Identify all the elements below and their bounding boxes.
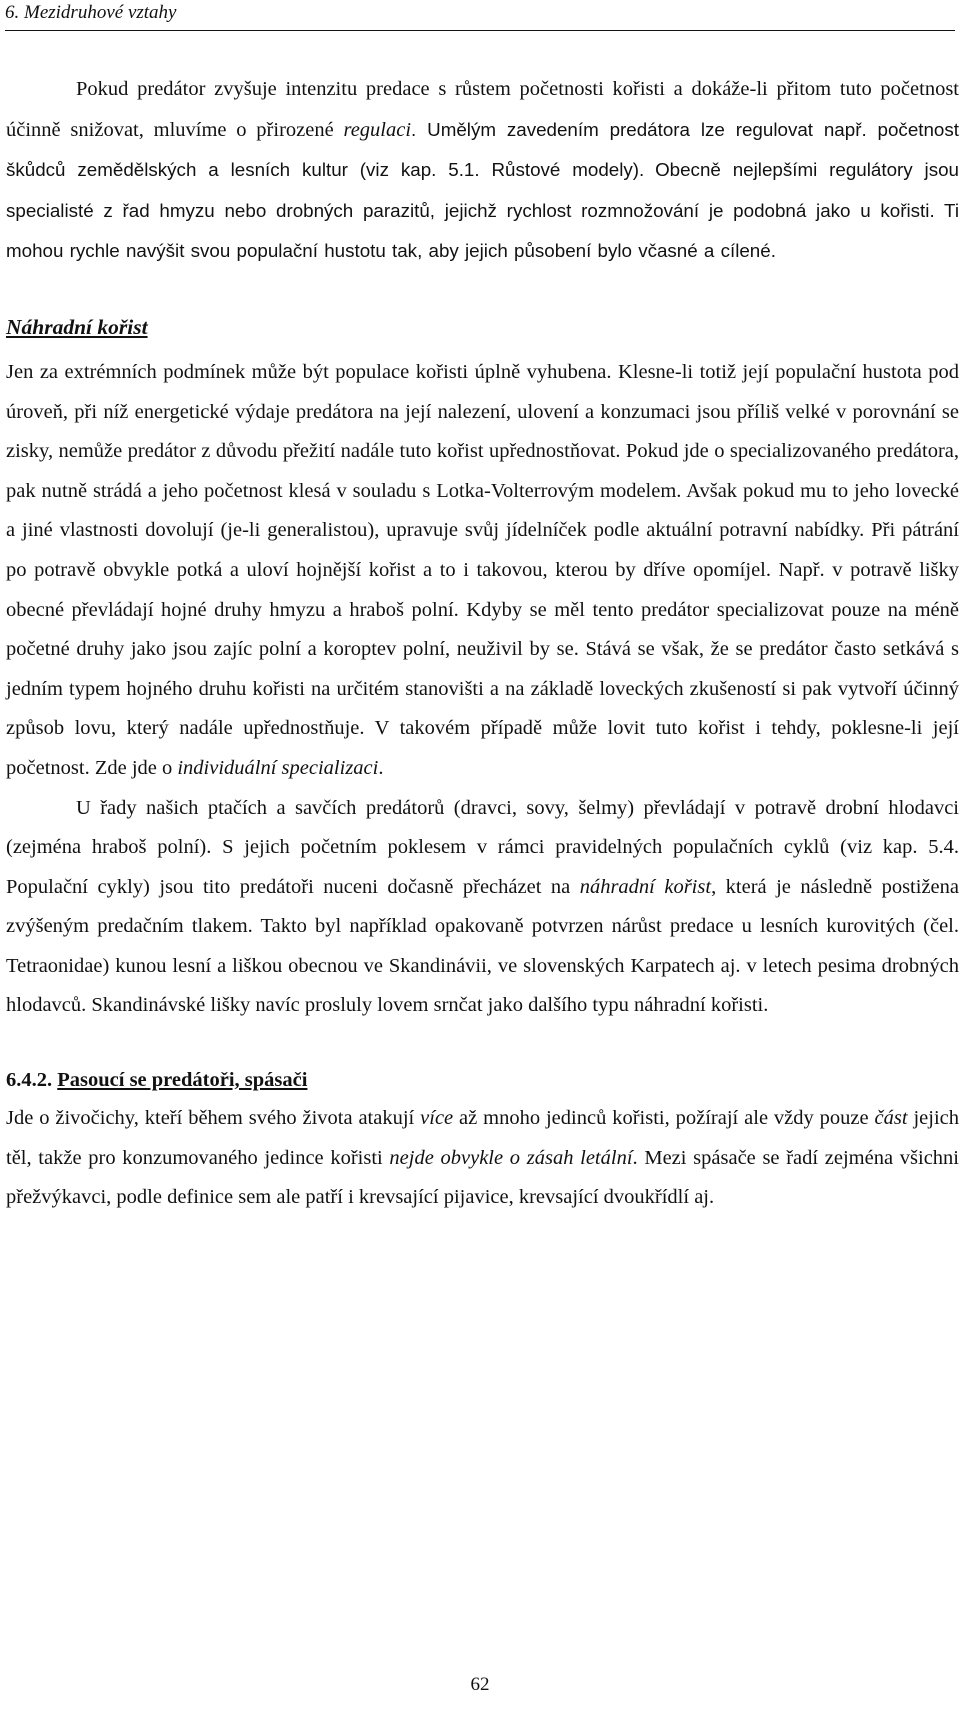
subsection-number: 6.4.2. <box>6 1069 53 1092</box>
paragraph-regulation <box>6 70 959 272</box>
substitute-text-2: . <box>378 756 384 779</box>
substitute-text-1: Jen za extrémních podmínek může být populace kořisti úplně vyhubena. Klesne-li totiž její populační hustota pod úroveň, při níž energetické výdaje predátora na její nalezení, ulovení a konzumaci jsou příliš velké v porovnání se zisky, nemůže predátor z důvodu přežití nadále tuto kořist upřednostňovat. Pokud jde o specializovaného predátora, pak nutně strádá a jeho početnost klesá v souladu s Lotka-Volterrovým modelem. Avšak pokud mu to jeho lovecké a jiné vlastnosti dovolují (je-li generalistou), upravuje svůj jídelníček podle aktuální potravní nabídky. Při pátrání po potravě obvykle potká a uloví hojnější kořist a to i takovou, kterou by dříve opomíjel. Např. v potravě lišky obecné převládají hojné druhy hmyzu a hraboš polní. Kdyby se měl tento predátor specializovat pouze na méně početné druhy jako jsou zajíc polní a koroptev polní, neuživil by se. Stává se však, že se predátor často setkává s jedním typem hojného druhu kořisti na určitém stanovišti a na základě loveckých zkušeností si pak vytvoří účinný způsob lovu, který nadále upřednostňuje. V takovém případě může lovit tuto kořist i tehdy, poklesne-li její početnost. Zde jde o <box>6 360 959 779</box>
subsection-title: Pasoucí se predátoři, spásači <box>57 1069 308 1092</box>
regulation-term: regulaci <box>343 118 412 141</box>
grazers-text-2: až mnoho jedinců kořisti, požírají ale vždy pouze <box>453 1107 875 1130</box>
grazers-term-more: více <box>420 1107 454 1130</box>
grazers-term-part: část <box>874 1107 908 1130</box>
substitute-prey-term: náhradní kořist <box>579 875 712 898</box>
regulation-text-1: Pokud predátor zvyšuje intenzitu predace s růstem početnosti kořisti a dokáže-li přitom tuto početnost účinně snižovat, mluvíme o přirozené <box>6 78 959 141</box>
regulation-text-3: Obecně nejlepšími regulátory jsou specialisté z řad hmyzu nebo drobných parazitů, jejichž rychlost rozmnožování je podobná jako u kořisti. Ti mohou rychle navýšit svou populační hustotu tak, aby jejich působení bylo včasné a cílené. <box>6 159 960 262</box>
header-rule <box>5 30 955 31</box>
section-heading-substitute-prey: Náhradní kořist <box>6 314 148 339</box>
regulation-text-2: . Umělým zavedením predátora lze regulovat např. početnost škůdců zemědělských a lesních kultur (viz kap. 5.1. Růstové modely). <box>6 118 959 181</box>
paragraph-population-cycles <box>6 789 959 1027</box>
grazers-term-nonlethal: nejde obvykle o zásah letální <box>389 1146 633 1169</box>
paragraph-grazers <box>6 1099 959 1218</box>
page-body <box>6 70 959 1218</box>
paragraph-substitute-prey <box>6 353 959 789</box>
cycles-text-2: , která je následně postižena zvýšeným predačním tlakem. Takto byl například opakovaně potvrzen nárůst predace u lesních kurovitých (čel. Tetraonidae) kunou lesní a liškou obecnou ve Skandinávii, ve slovenských Karpatech aj. v letech pesima drobných hlodavců. Skandinávské lišky navíc prosluly lovem srnčat jako dalšího typu náhradní kořisti. <box>6 875 959 1017</box>
page-number: 62 <box>470 1674 490 1695</box>
grazers-text-4: . Mezi spásače se řadí zejména všichni přežvýkavci, podle definice sem ale patří i krevsající pijavice, krevsající dvoukřídlí aj. <box>6 1146 959 1209</box>
grazers-text-1: Jde o živočichy, kteří během svého života atakují <box>6 1107 421 1130</box>
running-head: 6. Mezidruhové vztahy <box>5 2 177 23</box>
grazers-text-3: jejich těl, takže pro konzumovaného jedince kořisti <box>6 1107 959 1169</box>
cycles-text-1: U řady našich ptačích a savčích predátorů (dravci, sovy, šelmy) převládají v potravě drobní hlodavci (zejména hraboš polní). S jejich početním poklesem v rámci pravidelných populačních cyklů (viz kap. 5.4. Populační cykly) jsou tito predátoři nuceni dočasně přecházet na <box>6 796 959 898</box>
individual-specialization-term: individuální specializaci <box>177 756 379 779</box>
subsection-heading-grazers <box>6 1065 959 1095</box>
